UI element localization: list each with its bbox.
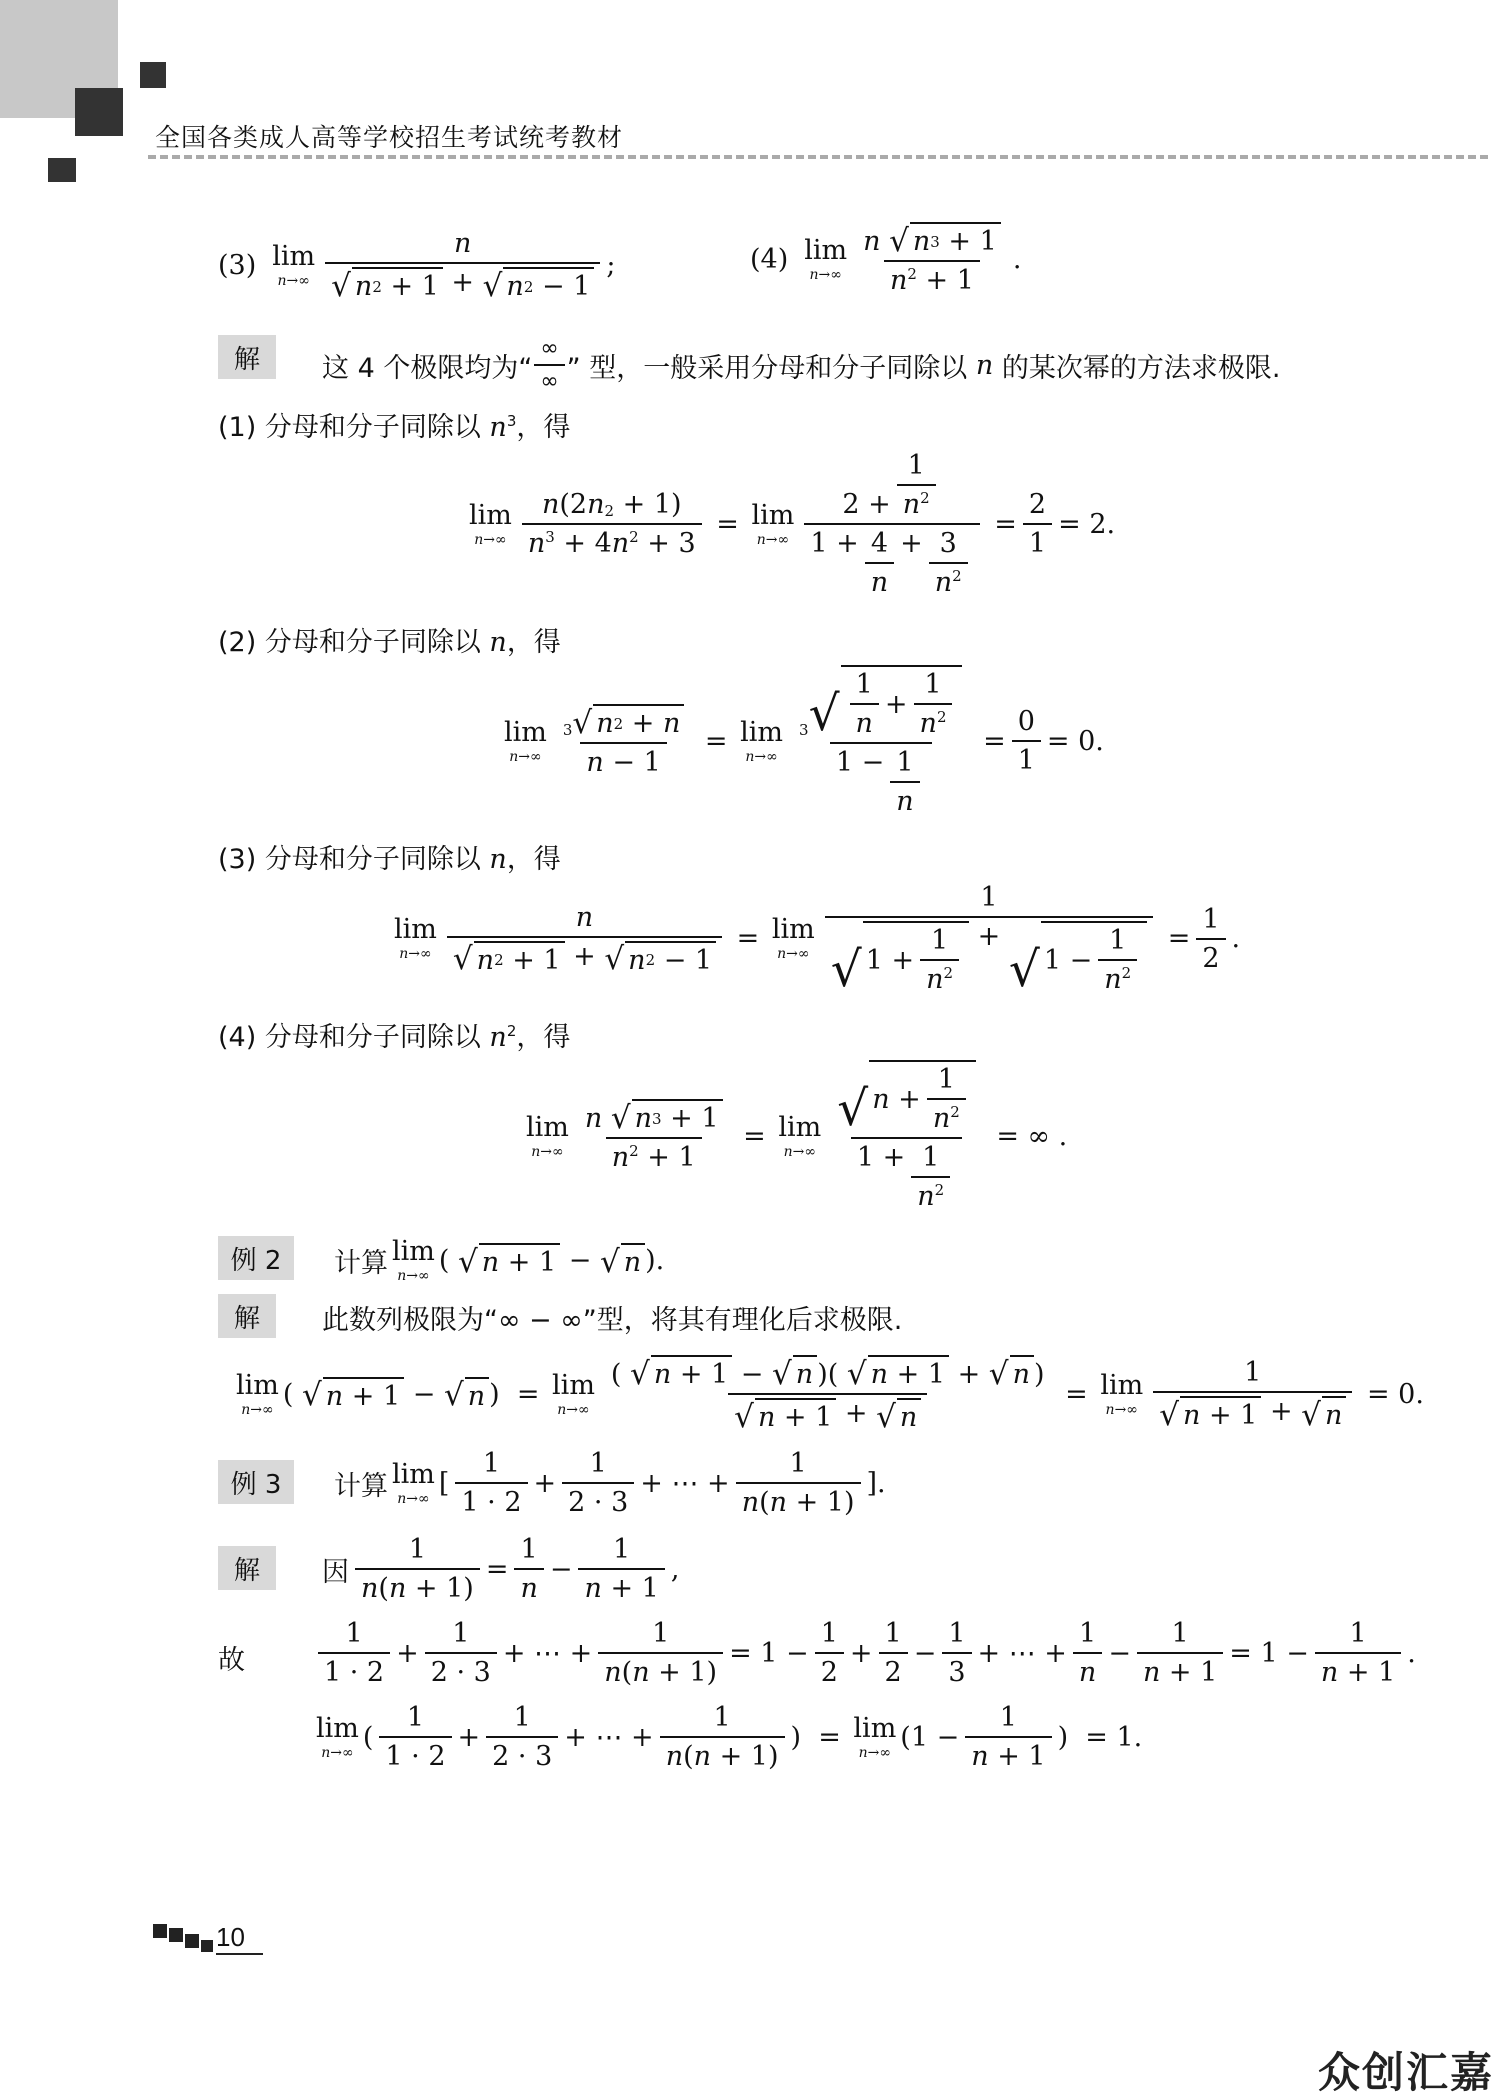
example-3-therefore: 故	[218, 1645, 245, 1676]
step-4-heading: (4) 分母和分子同除以 $n^2$，得	[218, 1022, 571, 1053]
header-square-bottom	[48, 158, 76, 182]
example-3-prompt: 计算 lim n→∞ [ $\frac{1}{1 \cdot 2}$ + $\frac{1}{2 \cdot 3}$ + ⋯ + 1 n ( n + 1) ].	[334, 1448, 886, 1518]
example-3-limit-equation: lim n→∞ ( $\frac{1}{1 \cdot 2}$ + $\frac{1}{2 \cdot 3}$ + ⋯ + 1 n ( n + 1) ) = lim n→∞ (1 − 1 n + 1 ) = 1.	[316, 1702, 1143, 1772]
watermark: 众创汇嘉	[1318, 2048, 1495, 2097]
example-2-prompt: 计算 lim n→∞ ( √ n + 1 − √ n ).	[334, 1236, 665, 1284]
example-3-solution-label: 解	[218, 1546, 276, 1590]
footer-square-3	[185, 1934, 199, 1948]
problem-4: (4) lim n→∞ n √ n 3 + 1 n $^2$ + 1 .	[750, 222, 1022, 296]
solution-label: 解	[218, 335, 276, 379]
page-number: 10	[216, 1922, 263, 1955]
example-2-solution-text: 此数列极限为“∞ − ∞”型，将其有理化后求极限.	[322, 1305, 903, 1336]
example-3-because: 因 1 n ( n + 1) = $\frac{1}{n}$ − 1 n + 1 ,	[322, 1534, 680, 1604]
example-2-equation: lim n→∞ ( √ n + 1 − √ n ) = lim n→∞ ( √ n + 1 − √ n )( √ n + 1 + √ n ) √ n + 1 + √ n = lim n→∞ 1 √ n + 1 + √ n = 0.	[236, 1355, 1424, 1435]
header-title: 全国各类成人高等学校招生考试统考教材	[155, 123, 624, 152]
step-3-equation: lim n→∞ n √ n 2 + 1 + √ n 2 − 1 = lim n→∞ 1 √ 1 + 1 n $^2$ + √ 1 − 1 n $^2$ = $\frac{1}{2}$ .	[394, 882, 1241, 999]
step-1-heading: (1) 分母和分子同除以 $n^3$，得	[218, 412, 571, 443]
example-3-label: 例 3	[218, 1460, 294, 1504]
problem-3: (3) lim n→∞ n √ n 2 + 1 + √ n 2 − 1 ;	[218, 228, 616, 304]
step-2-heading: (2) 分母和分子同除以 n，得	[218, 627, 561, 658]
footer-square-2	[169, 1928, 183, 1942]
step-1-equation: lim n→∞ n (2 n $_2$ + 1) n $^3$ + 4 n $^2$ + 3 = lim n→∞ 2 + 1 n $^2$ 1 + $\frac{4}{n}$ + 3 n $^2$ = $\frac{2}{1}$ = 2.	[469, 450, 1116, 598]
step-4-equation: lim n→∞ n √ n 3 + 1 n $^2$ + 1 = lim n→∞ √ n + 1 n $^2$ 1 + 1 n $^2$ = ∞ .	[522, 1060, 1067, 1212]
header-square-top	[140, 62, 166, 88]
example-2-label: 例 2	[218, 1236, 294, 1280]
footer-square-4	[201, 1940, 213, 1952]
step-3-heading: (3) 分母和分子同除以 n，得	[218, 844, 561, 875]
solution-intro: 这 4 个极限均为“ $\frac{\infty}{\infty}$ ” 型，一般采用分母和分子同除以 n 的某次幂的方法求极限.	[322, 336, 1281, 394]
footer-square-1	[153, 1924, 167, 1938]
header-square-big	[75, 88, 123, 136]
example-3-sum-equation: $\frac{1}{1 \cdot 2}$ + $\frac{1}{2 \cdot 3}$ + ⋯ + 1 n ( n + 1) = 1 − $\frac{1}{2}$ + $\frac{1}{2}$ − $\frac{1}{3}$ + ⋯ + $\frac{1}{n}$ − 1 n + 1 = 1 − 1 n + 1 .	[312, 1618, 1416, 1688]
header-dashed-rule	[148, 155, 1488, 159]
step-2-equation: lim n→∞ 3 √ n 2 + n n − 1 = lim n→∞ 3 √ $\frac{1}{n}$ + 1 n $^2$ 1 − $\frac{1}{n}$ = $\frac{0}{1}$ = 0.	[500, 665, 1104, 817]
example-2-solution-label: 解	[218, 1294, 276, 1338]
